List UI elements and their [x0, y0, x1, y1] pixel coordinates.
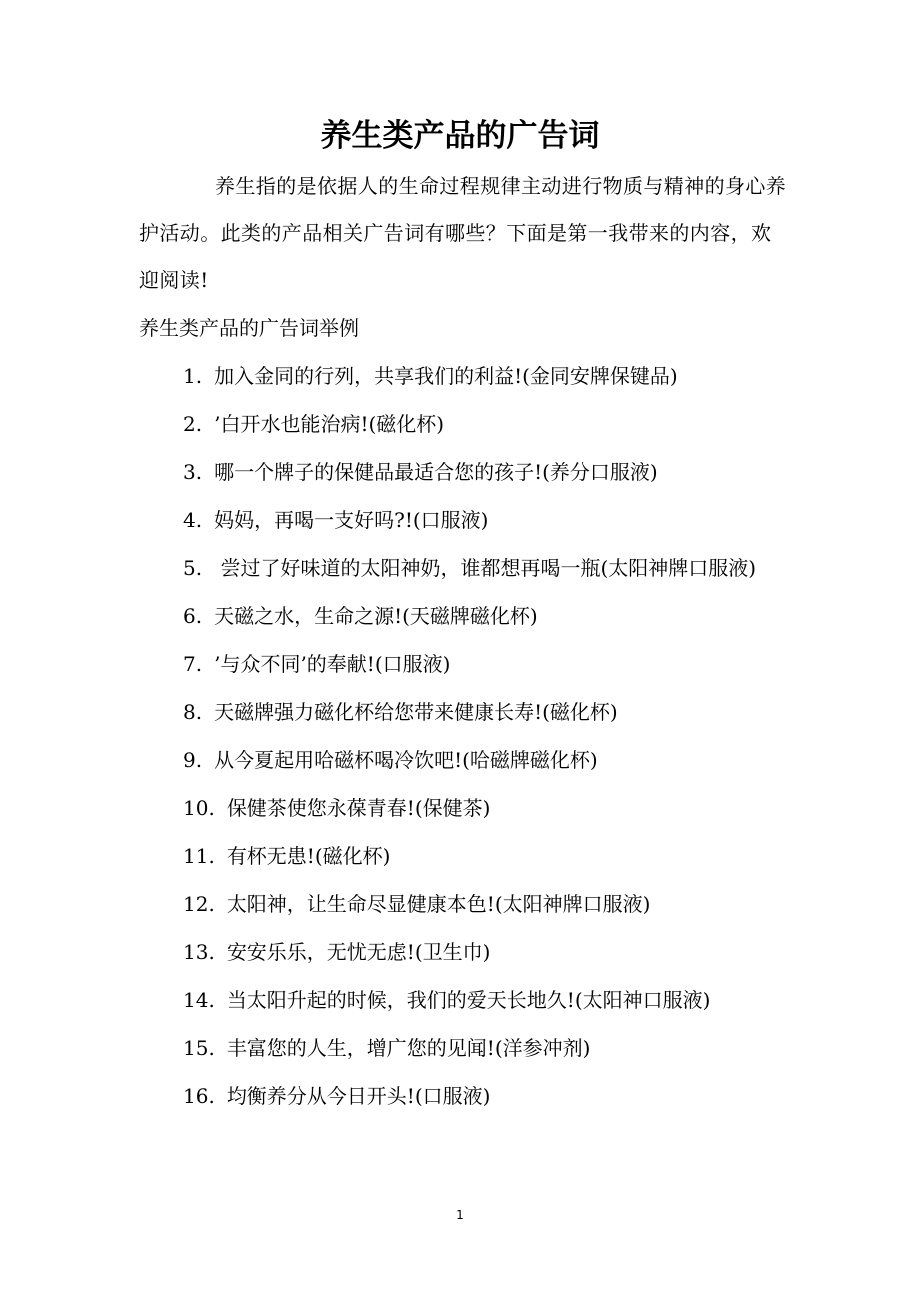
list-item-number: 6.: [183, 604, 203, 628]
intro-paragraph: 养生指的是依据人的生命过程规律主动进行物质与精神的身心养护活动。此类的产品相关广告词有哪些？下面是第一我带来的内容，欢迎阅读!: [139, 174, 787, 292]
list-item: [139, 785, 789, 833]
list-item-number: 9.: [183, 748, 203, 772]
list-item-text: 均衡养分从今日开头!(口服液): [226, 1084, 491, 1108]
list-item: [139, 641, 789, 689]
list-item-text: 安安乐乐，无忧无虑!(卫生巾): [226, 940, 491, 964]
list-item-text: 当太阳升起的时候，我们的爱天长地久!(太阳神口服液): [226, 988, 711, 1012]
list-item-number: 16.: [183, 1084, 215, 1108]
list-item-text: 天磁之水，生命之源!(天磁牌磁化杯): [214, 604, 538, 628]
list-item-number: 5.: [183, 556, 203, 580]
list-item-text: 太阳神，让生命尽显健康本色!(太阳神牌口服液): [226, 892, 651, 916]
list-item-number: 11.: [183, 844, 215, 868]
list-item-number: 7.: [183, 652, 203, 676]
list-item-number: 13.: [183, 940, 215, 964]
list-item: [139, 881, 789, 929]
list-item: [139, 1025, 789, 1073]
list-item-text: 从今夏起用哈磁杯喝冷饮吧!(哈磁牌磁化杯): [214, 748, 598, 772]
list-item-number: 4.: [183, 508, 203, 532]
list-item: [139, 1073, 789, 1121]
list-item: [139, 545, 789, 593]
list-item-number: 14.: [183, 988, 215, 1012]
list-item-number: 15.: [183, 1036, 215, 1060]
list-item-text: 天磁牌强力磁化杯给您带来健康长寿!(磁化杯): [214, 700, 618, 724]
list-item: [139, 977, 789, 1025]
list-item-text: 哪一个牌子的保健品最适合您的孩子!(养分口服液): [214, 460, 658, 484]
list-item-number: 12.: [183, 892, 215, 916]
list-item-text: 妈妈，再喝一支好吗?!(口服液): [214, 508, 489, 532]
list-item-text: 尝过了好味道的太阳神奶，谁都想再喝一瓶(太阳神牌口服液): [214, 556, 757, 580]
page-number: 1: [456, 1208, 464, 1222]
list-item-text: 丰富您的人生，增广您的见闻!(洋参冲剂): [226, 1036, 591, 1060]
page-title: 养生类产品的广告词: [320, 118, 600, 154]
list-item: [139, 833, 789, 881]
list-item-number: 10.: [183, 796, 215, 820]
list-item-number: 1.: [183, 364, 203, 388]
list-item: [139, 497, 789, 545]
list-item: [139, 737, 789, 785]
list-item-text: 有杯无患!(磁化杯): [226, 844, 391, 868]
slogan-list: [139, 353, 789, 1121]
list-item-text: 加入金同的行列，共享我们的利益!(金同安牌保键品): [214, 364, 678, 388]
list-item: [139, 689, 789, 737]
list-item-text: 保健茶使您永葆青春!(保健茶): [226, 796, 491, 820]
list-item: [139, 401, 789, 449]
list-item-number: 8.: [183, 700, 203, 724]
list-item-text: ’与众不同’的奉献!(口服液): [214, 652, 451, 676]
list-item-number: 3.: [183, 460, 203, 484]
list-item: [139, 929, 789, 977]
list-item: [139, 593, 789, 641]
list-item-text: ’白开水也能治病!(磁化杯): [214, 412, 445, 436]
list-item: [139, 353, 789, 401]
section-heading: 养生类产品的广告词举例: [139, 316, 359, 340]
list-item: [139, 449, 789, 497]
list-item-number: 2.: [183, 412, 203, 436]
